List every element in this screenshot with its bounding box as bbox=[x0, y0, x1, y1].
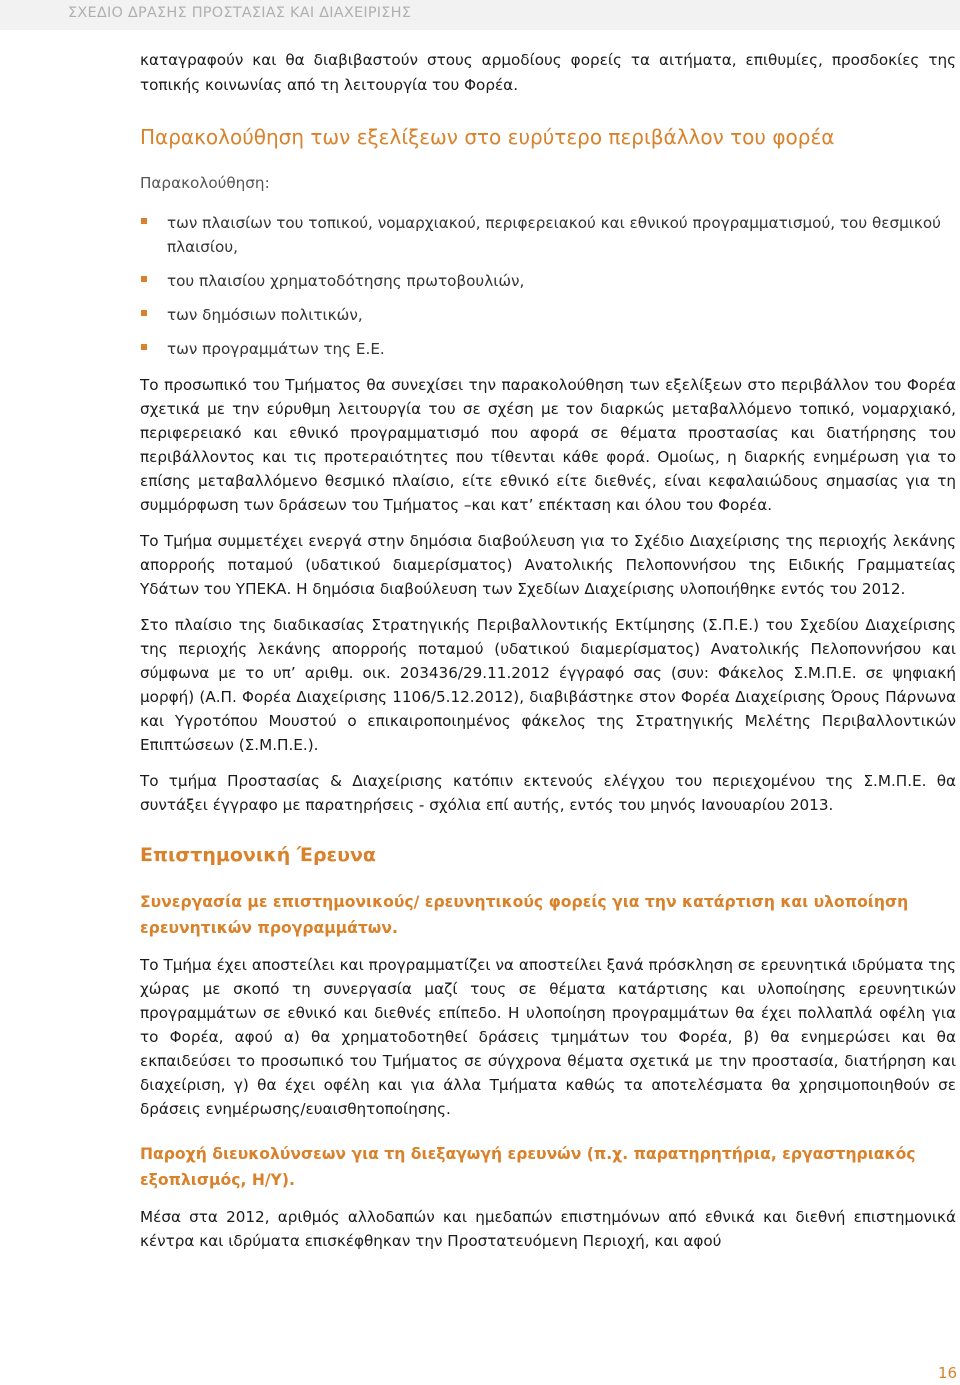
bullet-text: του πλαισίου χρηματοδότησης πρωτοβουλιών, bbox=[167, 272, 525, 290]
paragraph: Το Τμήμα συμμετέχει ενεργά στην δημόσια διαβούλευση για το Σχέδιο Διαχείρισης της περιοχής λεκάνης απορροής ποταμού (υδατικού διαμερίσματος) Ανατολικής Πελοποννήσου της Ειδικής Γραμματείας Υδάτων του ΥΠΕΚΑ. Η δημόσια διαβούλευση των Σχεδίων Διαχείρισης υλοποιήθηκε εντός του 2012. bbox=[140, 532, 956, 598]
section-heading-research: Επιστημονική Έρευνα bbox=[140, 844, 376, 866]
paragraph: Το Τμήμα έχει αποστείλει και προγραμματίζει να αποστείλει ξανά πρόσκληση σε ερευνητικά ιδρύματα της χώρας με σκοπό τη συνεργασία μαζί τους σε θέματα κατάρτισης και υλοποίησης ερευνητικών προγραμμάτων σε εθνικό και διεθνές επίπεδο. Η υλοποίηση προγραμμάτων θα έχει πολλαπλά οφέλη για το Φορέα, αφού α) θα χρηματοδοτηθεί δράσεις τμημάτων του Φορέα, β) θα ενημερώσει και θα εκπαιδεύσει το προσωπικό του Τμήματος σε σύγχρονα θέματα σχετικά με την προστασία, διατήρηση και διαχείριση, γ) θα έχει οφέλη και για άλλα Τμήματα καθώς τα αποτελέσματα θα χρησιμοποιηθούν σε δράσεις ενημέρωσης/ευαισθητοποίησης. bbox=[140, 956, 956, 1118]
page-content bbox=[140, 48, 956, 1253]
bullet-item bbox=[140, 211, 956, 259]
page-number: 16 bbox=[938, 1364, 958, 1382]
running-header-title: ΣΧΕΔΙΟ ΔΡΑΣΗΣ ΠΡΟΣΤΑΣΙΑΣ ΚΑΙ ΔΙΑΧΕΙΡΙΣΗΣ bbox=[68, 5, 412, 21]
subheading-research-facilities: Παροχή διευκολύνσεων για τη διεξαγωγή ερευνών (π.χ. παρατηρητήρια, εργαστηριακός εξοπλισμός, Η/Υ). bbox=[140, 1145, 916, 1189]
subheading-research-cooperation: Συνεργασία με επιστημονικούς/ ερευνητικούς φορείς για την κατάρτιση και υλοποίηση ερευνητικών προγραμμάτων. bbox=[140, 893, 909, 937]
bullet-square-icon bbox=[141, 218, 147, 224]
bullet-square-icon bbox=[141, 344, 147, 350]
paragraph: Το τμήμα Προστασίας & Διαχείρισης κατόπιν εκτενούς ελέγχου του περιεχομένου της Σ.Μ.Π.Ε. θα συντάξει έγγραφο με παρατηρήσεις - σχόλια επί αυτής, εντός του μηνός Ιανουαρίου 2013. bbox=[140, 772, 956, 814]
header-band bbox=[0, 0, 960, 30]
bullet-square-icon bbox=[141, 276, 147, 282]
bullet-item bbox=[140, 269, 956, 293]
paragraph: Μέσα στα 2012, αριθμός αλλοδαπών και ημεδαπών επιστημόνων από εθνικά και διεθνή επιστημονικά κέντρα και ιδρύματα επισκέφθηκαν την Προστατευόμενη Περιοχή, και αφού bbox=[140, 1208, 956, 1250]
bullet-text: των δημόσιων πολιτικών, bbox=[167, 306, 363, 324]
bullet-item bbox=[140, 303, 956, 327]
monitoring-bullet-list bbox=[140, 211, 956, 361]
section-heading-monitoring: Παρακολούθηση των εξελίξεων στο ευρύτερο περιβάλλον του φορέα bbox=[140, 125, 835, 149]
intro-paragraph: καταγραφούν και θα διαβιβαστούν στους αρμοδίους φορείς τα αιτήματα, επιθυμίες, προσδοκίες της τοπικής κοινωνίας από τη λειτουργία του Φορέα. bbox=[140, 51, 956, 94]
bullet-item bbox=[140, 337, 956, 361]
monitoring-lead: Παρακολούθηση: bbox=[140, 174, 270, 192]
bullet-square-icon bbox=[141, 310, 147, 316]
bullet-text: των πλαισίων του τοπικού, νομαρχιακού, περιφερειακού και εθνικού προγραμματισμού, του θεσμικού πλαισίου, bbox=[167, 214, 941, 256]
paragraph: Στο πλαίσιο της διαδικασίας Στρατηγικής Περιβαλλοντικής Εκτίμησης (Σ.Π.Ε.) του Σχεδίου Διαχείρισης της περιοχής λεκάνης απορροής ποταμού (υδατικού διαμερίσματος) Ανατολικής Πελοποννήσου και σύμφωνα με το υπ’ αριθμ. οικ. 203436/29.11.2012 έγγραφό σας (συν: Φάκελος Σ.Μ.Π.Ε. σε ψηφιακή μορφή) (Α.Π. Φορέα Διαχείρισης 1106/5.12.2012), διαβιβάστηκε στον Φορέα Διαχείρισης Όρους Πάρνωνα και Υγροτόπου Μουστού ο επικαιροποιημένος φάκελος της Στρατηγικής Μελέτης Περιβαλλοντικών Επιπτώσεων (Σ.Μ.Π.Ε.). bbox=[140, 616, 956, 754]
bullet-text: των προγραμμάτων της Ε.Ε. bbox=[167, 340, 385, 358]
paragraph: Το προσωπικό του Τμήματος θα συνεχίσει την παρακολούθηση των εξελίξεων στο περιβάλλον του Φορέα σχετικά με την εύρυθμη λειτουργία του σε σχέση με τον διαρκώς μεταβαλλόμενο τοπικό, νομαρχιακό, περιφερειακό και εθνικό προγραμματισμό που αφορά σε θέματα προστασίας και διατήρησης του περιβάλλοντος και τις προτεραιότητες που τίθενται κάθε φορά. Ομοίως, η διαρκής ενημέρωση για το επίσης μεταβαλλόμενο θεσμικό πλαίσιο, είτε εθνικό είτε διεθνές, είναι κεφαλαιώδους σημασίας για τη συμμόρφωση των δράσεων του Τμήματος –και κατ’ επέκταση και όλου του Φορέα. bbox=[140, 376, 956, 514]
